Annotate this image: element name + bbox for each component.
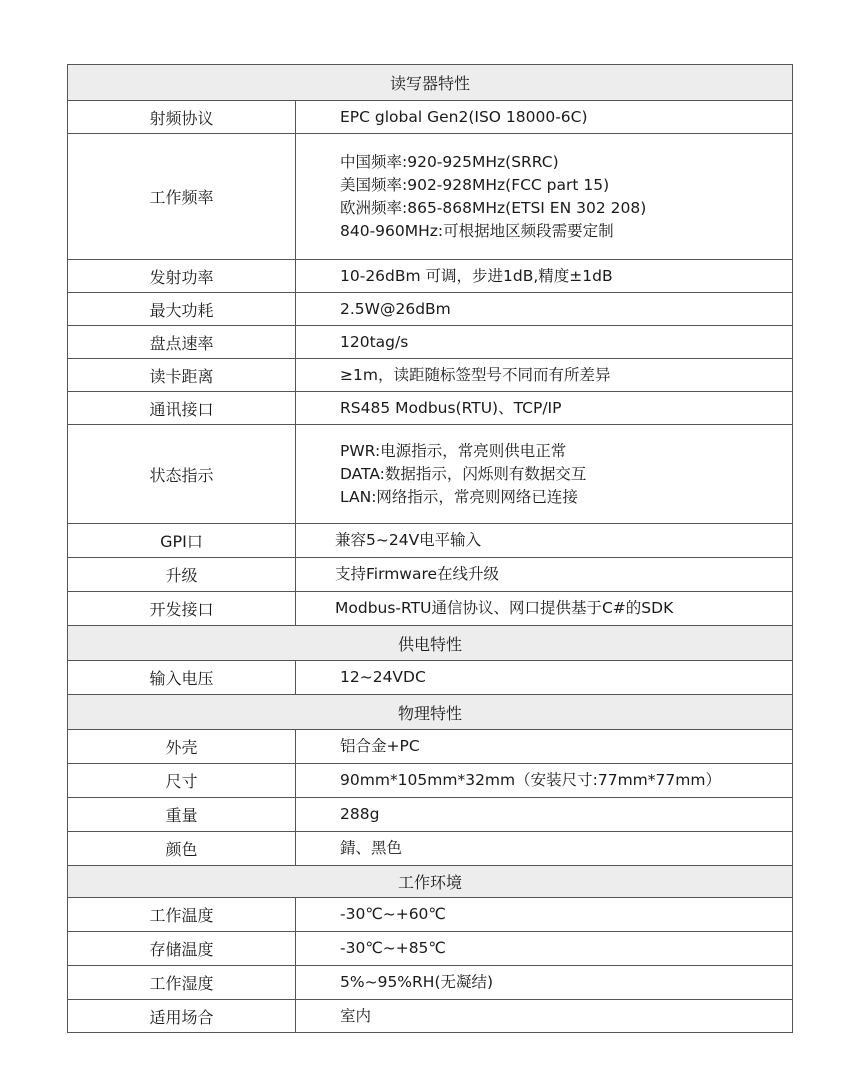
- spec-value: [296, 293, 792, 325]
- spec-row: [67, 764, 793, 798]
- spec-value: [296, 932, 792, 965]
- spec-value-line: LAN:网络指示，常亮则网络已连接: [340, 487, 578, 506]
- spec-value: [296, 558, 792, 591]
- spec-value-line: EPC global Gen2(ISO 18000-6C): [340, 107, 588, 126]
- spec-label: 射频协议: [68, 101, 296, 133]
- spec-value: [296, 326, 792, 358]
- spec-label: 发射功率: [68, 260, 296, 292]
- spec-value: [296, 898, 792, 931]
- spec-label: 输入电压: [68, 661, 296, 694]
- spec-table: [67, 64, 793, 1033]
- spec-row: [67, 293, 793, 326]
- spec-label: 状态指示: [68, 425, 296, 523]
- spec-label: 适用场合: [68, 1000, 296, 1032]
- section-header: 工作环境: [67, 866, 793, 898]
- spec-row: [67, 134, 793, 260]
- spec-value-line: 支持Firmware在线升级: [335, 565, 500, 583]
- spec-value: [296, 101, 792, 133]
- spec-value: [296, 260, 792, 292]
- spec-label: 开发接口: [68, 592, 296, 625]
- section-header: 读写器特性: [67, 64, 793, 101]
- section-header: 供电特性: [67, 626, 793, 661]
- spec-value-line: -30℃~+60℃: [340, 905, 446, 923]
- spec-value-line: 室内: [340, 1006, 372, 1025]
- spec-row: [67, 798, 793, 832]
- spec-value: [296, 798, 792, 831]
- spec-value: [296, 661, 792, 694]
- spec-value-line: 錆、黑色: [340, 839, 403, 857]
- spec-label: 工作频率: [68, 134, 296, 259]
- spec-value-line: 中国频率:920-925MHz(SRRC): [340, 152, 559, 171]
- spec-label: GPI口: [68, 524, 296, 557]
- spec-value: [296, 134, 792, 259]
- spec-value-line: 120tag/s: [340, 332, 409, 351]
- spec-value-line: 美国频率:902-928MHz(FCC part 15): [340, 175, 610, 194]
- spec-row: [67, 326, 793, 359]
- spec-value-line: 840-960MHz:可根据地区频段需要定制: [340, 221, 614, 240]
- spec-value: [296, 524, 792, 557]
- spec-value-line: DATA:数据指示，闪烁则有数据交互: [340, 464, 587, 483]
- spec-row: [67, 558, 793, 592]
- spec-value-line: 10-26dBm 可调，步进1dB,精度±1dB: [340, 266, 613, 285]
- spec-row: [67, 392, 793, 425]
- spec-row: [67, 524, 793, 558]
- spec-value-line: 12~24VDC: [340, 668, 426, 686]
- spec-label: 尺寸: [68, 764, 296, 797]
- spec-row: [67, 359, 793, 392]
- spec-row: [67, 898, 793, 932]
- spec-row: [67, 730, 793, 764]
- spec-value: [296, 966, 792, 999]
- spec-label: 升级: [68, 558, 296, 591]
- spec-label: 工作湿度: [68, 966, 296, 999]
- spec-label: 存储温度: [68, 932, 296, 965]
- spec-value: [296, 730, 792, 763]
- spec-label: 颜色: [68, 832, 296, 865]
- spec-value-line: Modbus-RTU通信协议、网口提供基于C#的SDK: [335, 599, 674, 617]
- spec-value: [296, 425, 792, 523]
- spec-row: [67, 101, 793, 134]
- spec-label: 盘点速率: [68, 326, 296, 358]
- spec-row: [67, 592, 793, 626]
- spec-value-line: 288g: [340, 805, 380, 823]
- spec-value-line: 90mm*105mm*32mm（安装尺寸:77mm*77mm）: [340, 771, 721, 789]
- spec-label: 重量: [68, 798, 296, 831]
- spec-value: [296, 592, 792, 625]
- spec-value-line: RS485 Modbus(RTU)、TCP/IP: [340, 398, 562, 417]
- spec-value: [296, 1000, 792, 1032]
- spec-value: [296, 392, 792, 424]
- section-header: 物理特性: [67, 695, 793, 730]
- spec-label: 最大功耗: [68, 293, 296, 325]
- spec-value: [296, 832, 792, 865]
- spec-label: 读卡距离: [68, 359, 296, 391]
- spec-row: [67, 966, 793, 1000]
- spec-value-line: PWR:电源指示，常亮则供电正常: [340, 441, 567, 460]
- spec-value-line: 铝合金+PC: [340, 737, 420, 755]
- spec-value-line: ≥1m，读距随标签型号不同而有所差异: [340, 365, 611, 384]
- spec-row: [67, 1000, 793, 1033]
- spec-label: 工作温度: [68, 898, 296, 931]
- spec-row: [67, 832, 793, 866]
- spec-value-line: 欧洲频率:865-868MHz(ETSI EN 302 208): [340, 198, 647, 217]
- spec-value-line: 2.5W@26dBm: [340, 299, 451, 318]
- spec-value-line: -30℃~+85℃: [340, 939, 446, 957]
- spec-row: [67, 661, 793, 695]
- spec-row: [67, 260, 793, 293]
- spec-value-line: 兼容5~24V电平输入: [335, 531, 482, 549]
- spec-value-line: 5%~95%RH(无凝结): [340, 973, 494, 991]
- spec-row: [67, 425, 793, 524]
- spec-label: 外壳: [68, 730, 296, 763]
- spec-label: 通讯接口: [68, 392, 296, 424]
- spec-value: [296, 764, 792, 797]
- spec-value: [296, 359, 792, 391]
- spec-row: [67, 932, 793, 966]
